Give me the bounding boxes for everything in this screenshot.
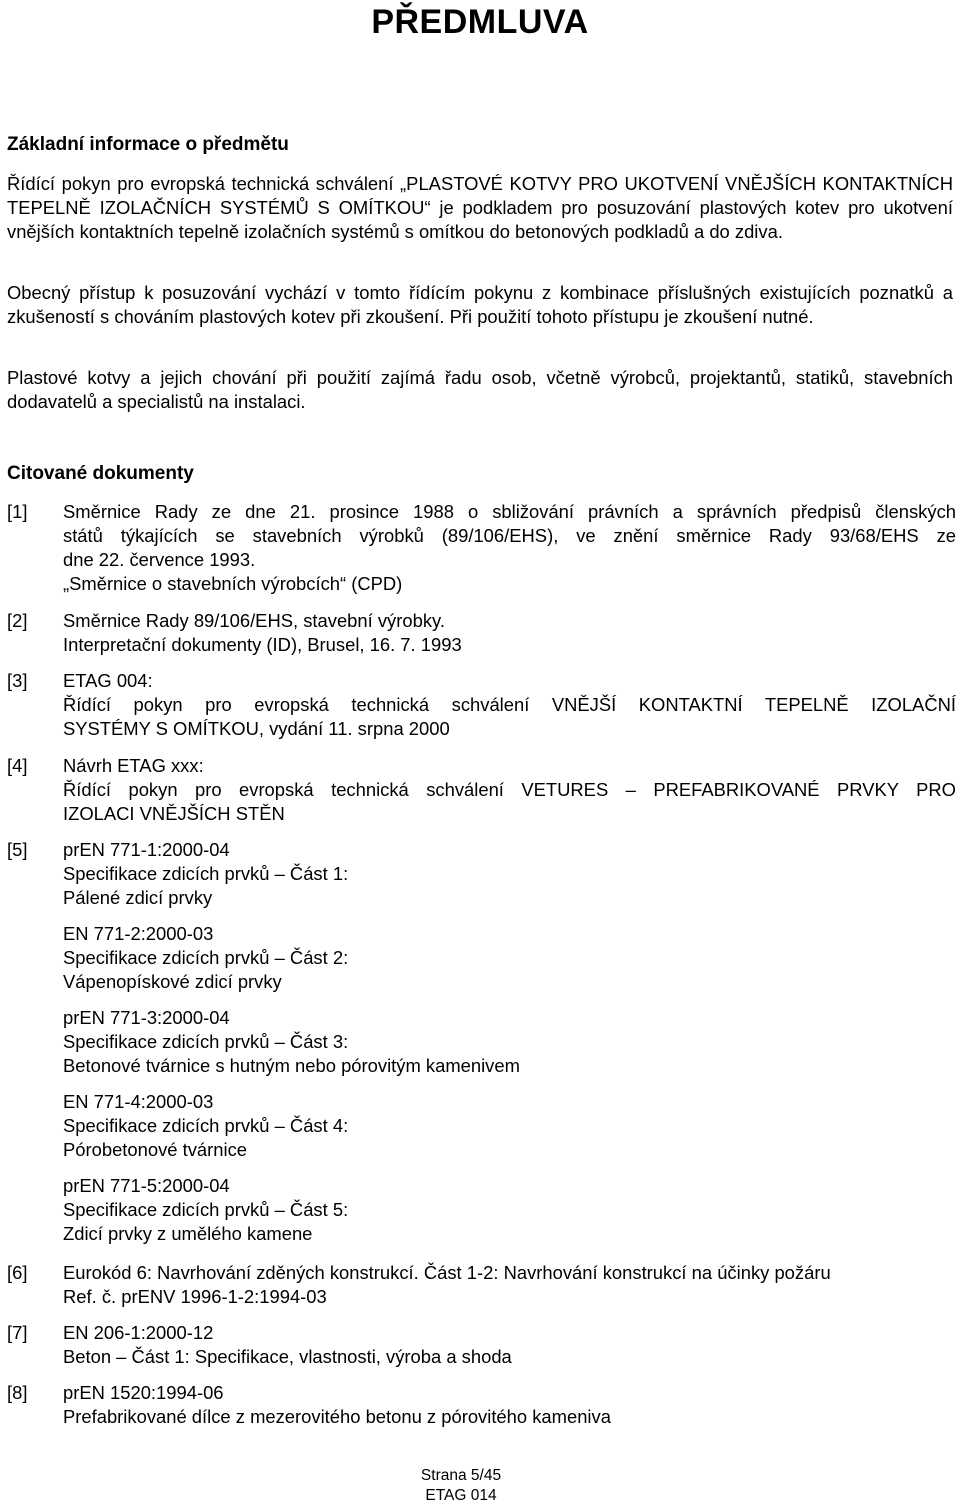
- reference-number: [4]: [7, 755, 28, 776]
- reference-number: [7]: [7, 1322, 28, 1343]
- reference-line: „Směrnice o stavebních výrobcích“ (CPD): [63, 573, 403, 594]
- footer-document-id: ETAG 014: [425, 1487, 497, 1504]
- reference-number: [5]: [7, 839, 28, 860]
- reference-number: [2]: [7, 610, 28, 631]
- reference-body: [63, 754, 956, 826]
- reference-body: [63, 500, 956, 596]
- paragraph-approach: Obecný přístup k posuzování vychází v tomto řídícím pokynu z kombinace příslušných existujících poznatků a zkušeností s chováním plastových kotev při zkoušení. Při použití tohoto přístupu je zkoušení nutné.: [7, 282, 953, 327]
- reference-body: [63, 1261, 956, 1309]
- reference-line: Návrh ETAG xxx:: [63, 755, 204, 776]
- paragraph-intro: Řídící pokyn pro evropská technická schválení „PLASTOVÉ KOTVY PRO UKOTVENÍ VNĚJŠÍCH KONTAKTNÍCH TEPELNĚ IZOLAČNÍCH SYSTÉMŮ S OMÍTKOU“ je podkladem pro posuzování plastových kotev pro ukotvení vnějších kontaktních tepelně izolačních systémů s omítkou do betonových podkladů a do zdiva.: [7, 173, 953, 242]
- reference-line: Interpretační dokumenty (ID), Brusel, 16. 7. 1993: [63, 634, 462, 655]
- reference-line: Ref. č. prENV 1996-1-2:1994-03: [63, 1286, 327, 1307]
- reference-line: IZOLACI VNĚJŠÍCH STĚN: [63, 803, 285, 824]
- reference-line: Beton – Část 1: Specifikace, vlastnosti, výroba a shoda: [63, 1346, 512, 1367]
- reference-line: Betonové tvárnice s hutným nebo pórovitým kamenivem: [63, 1055, 520, 1076]
- reference-line: Směrnice Rady 89/106/EHS, stavební výrobky.: [63, 610, 445, 631]
- reference-line: SYSTÉMY S OMÍTKOU, vydání 11. srpna 2000: [63, 718, 450, 739]
- reference-line: Řídící pokyn pro evropská technická schválení VETURES – PREFABRIKOVANÉ PRVKY PRO: [63, 779, 956, 800]
- reference-body: [63, 1381, 956, 1429]
- reference-body: [63, 669, 956, 741]
- section-heading-cited-documents: Citované dokumenty: [7, 463, 194, 484]
- reference-line: prEN 771-1:2000-04: [63, 839, 230, 860]
- section-heading-basic-info: Základní informace o předmětu: [7, 134, 289, 155]
- reference-line: EN 771-4:2000-03: [63, 1091, 214, 1112]
- reference-line: ETAG 004:: [63, 670, 153, 691]
- reference-line: prEN 771-5:2000-04: [63, 1175, 230, 1196]
- reference-body: [63, 609, 956, 657]
- reference-line: Specifikace zdicích prvků – Část 1:: [63, 863, 349, 884]
- reference-number: [1]: [7, 501, 28, 522]
- reference-line: EN 206-1:2000-12: [63, 1322, 214, 1343]
- reference-line: Vápenopískové zdicí prvky: [63, 971, 282, 992]
- reference-line: Řídící pokyn pro evropská technická schválení VNĚJŠÍ KONTAKTNÍ TEPELNĚ IZOLAČNÍ: [63, 694, 956, 715]
- reference-line: Pórobetonové tvárnice: [63, 1139, 248, 1160]
- reference-line: EN 771-2:2000-03: [63, 923, 214, 944]
- reference-line: Specifikace zdicích prvků – Část 3:: [63, 1031, 349, 1052]
- reference-body: [63, 838, 956, 1246]
- reference-line: Specifikace zdicích prvků – Část 4:: [63, 1115, 349, 1136]
- reference-line: Eurokód 6: Navrhování zděných konstrukcí. Část 1-2: Navrhování konstrukcí na účinky požáru: [63, 1262, 831, 1283]
- reference-line: Zdicí prvky z umělého kamene: [63, 1223, 313, 1244]
- footer-page-number: Strana 5/45: [420, 1467, 502, 1484]
- reference-line: Směrnice Rady ze dne 21. prosince 1988 o sbližování právních a správních předpisů členských: [63, 501, 956, 522]
- reference-number: [6]: [7, 1262, 28, 1283]
- reference-line: Pálené zdicí prvky: [63, 887, 213, 908]
- reference-line: prEN 1520:1994-06: [63, 1382, 224, 1403]
- reference-line: Specifikace zdicích prvků – Část 5:: [63, 1199, 349, 1220]
- reference-line: dne 22. července 1993.: [63, 549, 256, 570]
- paragraph-users: Plastové kotvy a jejich chování při použití zajímá řadu osob, včetně výrobců, projektantů, statiků, stavebních dodavatelů a specialistů na instalaci.: [7, 367, 953, 412]
- reference-line: Prefabrikované dílce z mezerovitého betonu z pórovitého kameniva: [63, 1406, 611, 1427]
- reference-line: prEN 771-3:2000-04: [63, 1007, 230, 1028]
- page-title: PŘEDMLUVA: [371, 3, 589, 41]
- reference-number: [8]: [7, 1382, 28, 1403]
- reference-body: [63, 1321, 956, 1369]
- reference-line: Specifikace zdicích prvků – Část 2:: [63, 947, 349, 968]
- reference-line: států týkajících se stavebních výrobků (89/106/EHS), ve znění směrnice Rady 93/68/EHS ze: [63, 525, 956, 546]
- reference-number: [3]: [7, 670, 28, 691]
